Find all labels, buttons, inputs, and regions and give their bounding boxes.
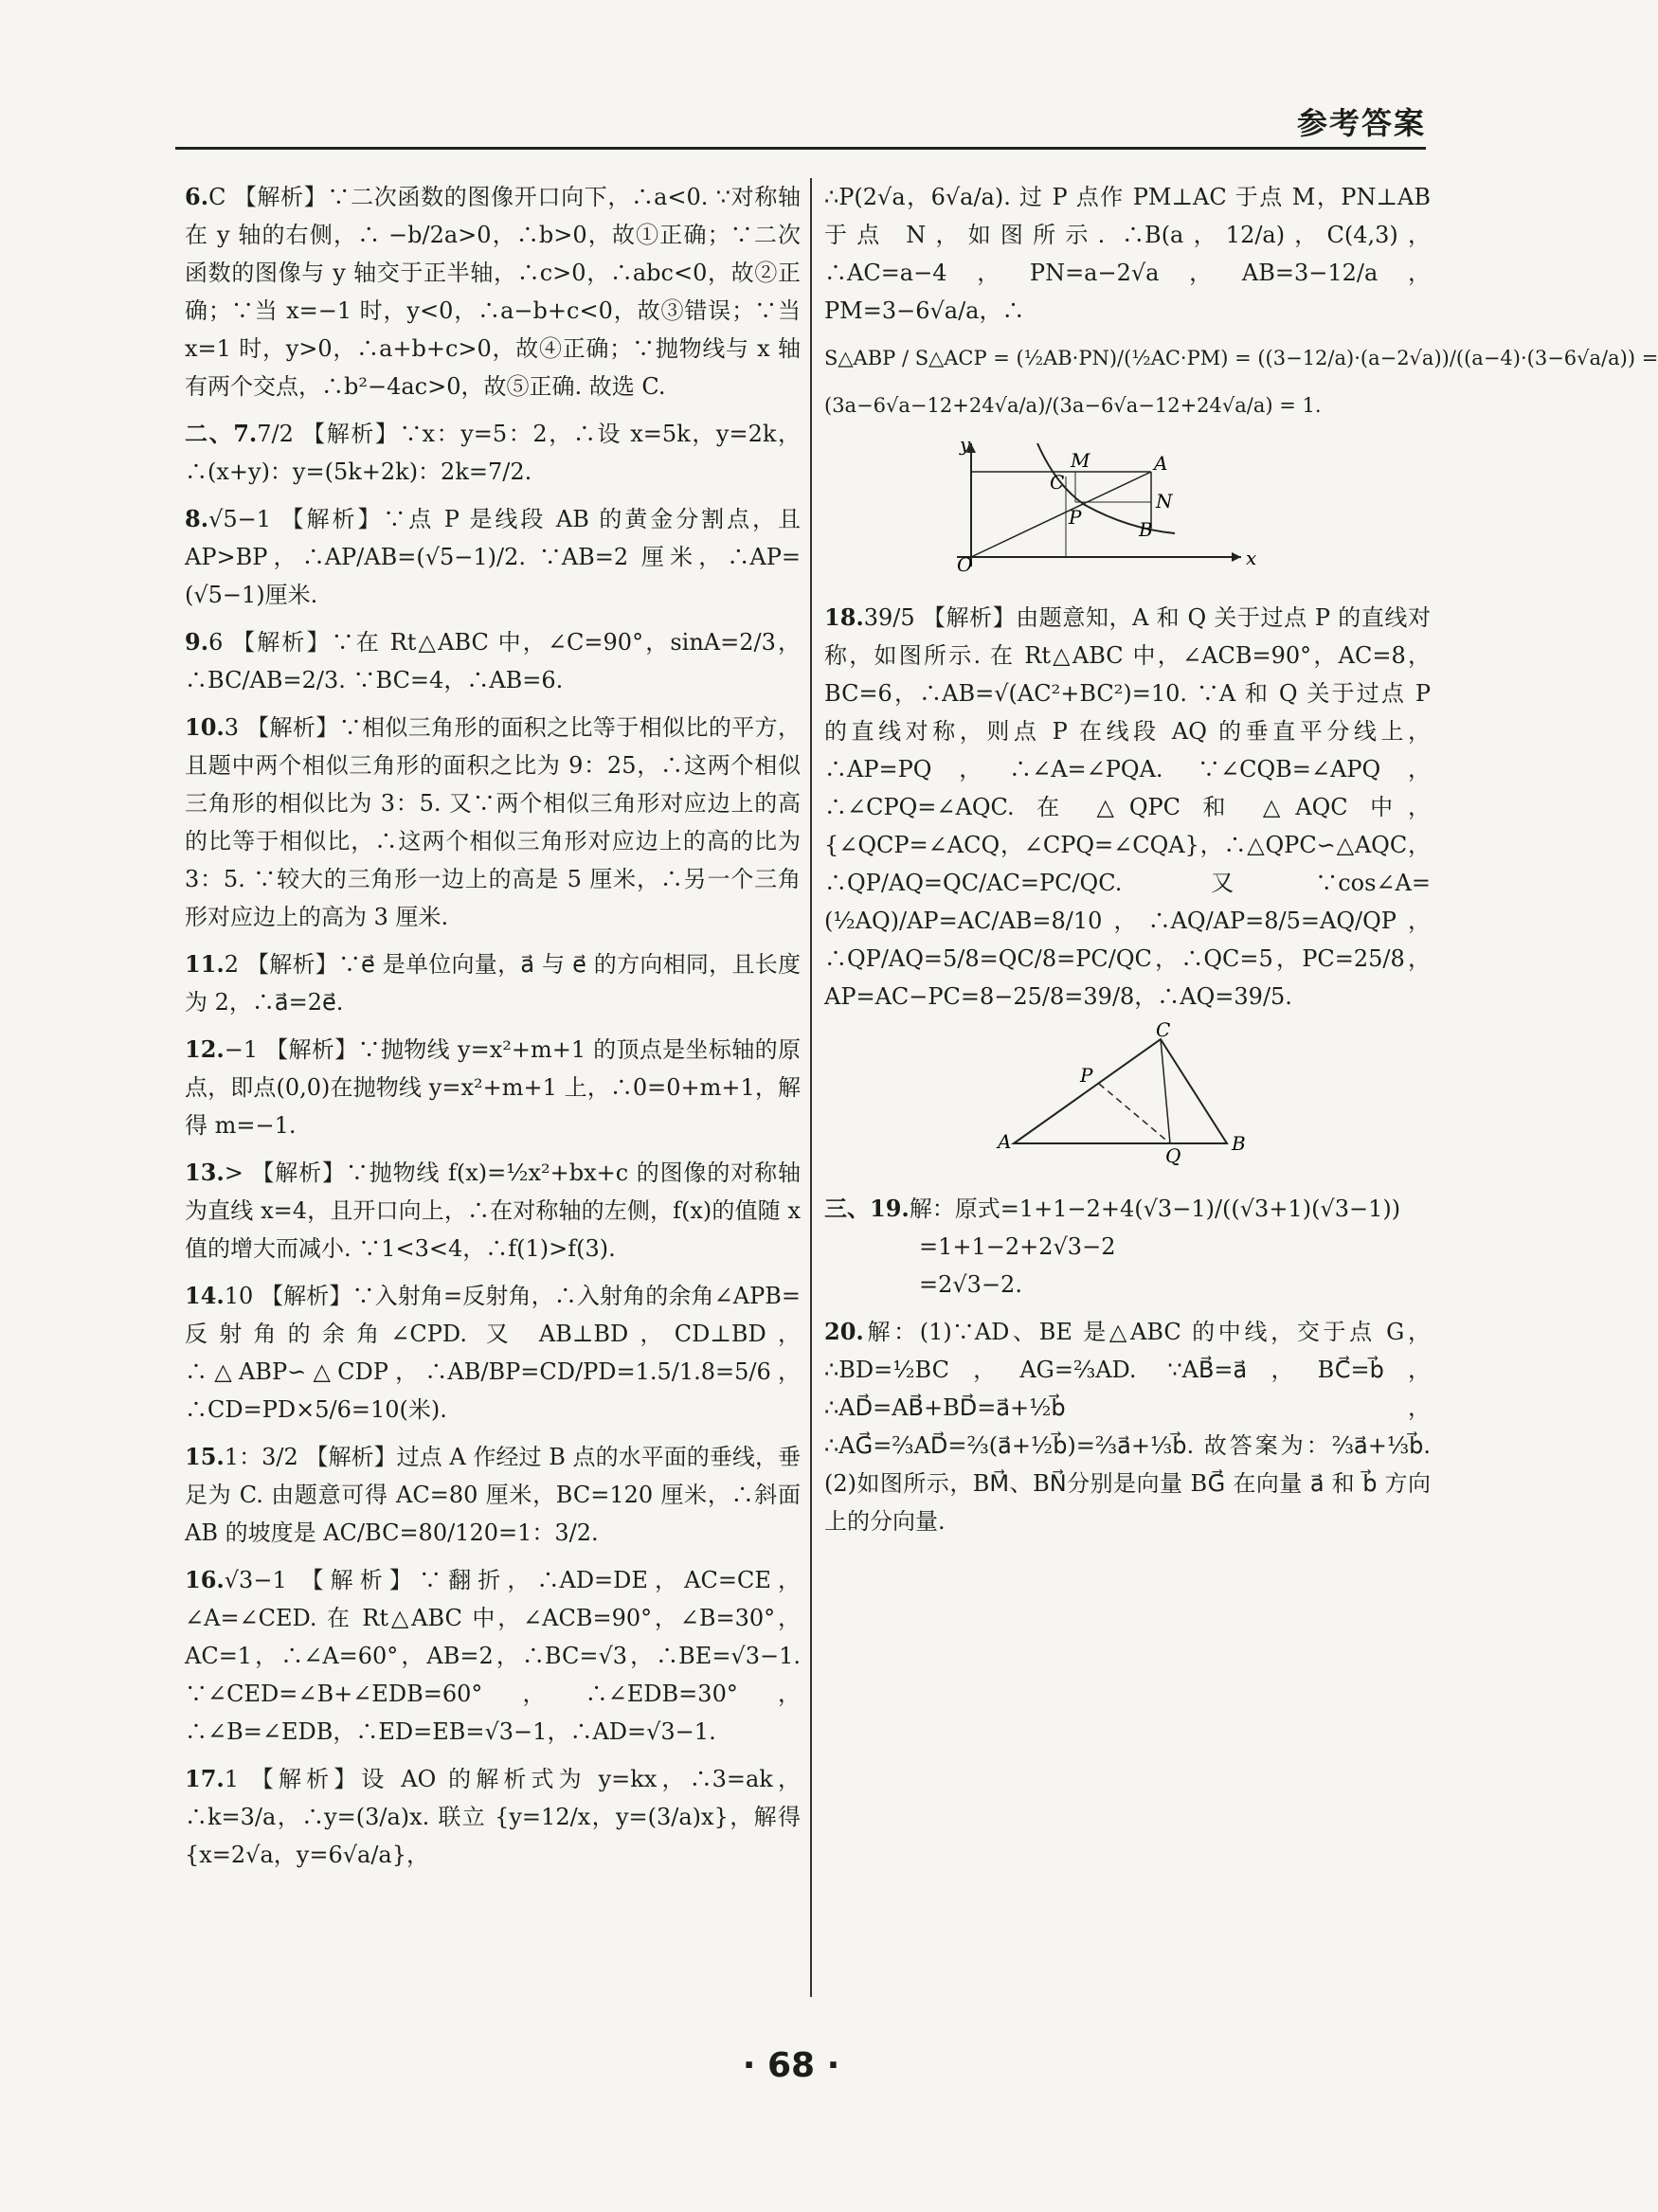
fig17-label-x: x: [1246, 547, 1257, 569]
fig18-label-p: P: [1080, 1064, 1093, 1087]
answer-item-6: 6.C 【解析】∵二次函数的图像开口向下，∴a<0. ∵对称轴在 y 轴的右侧，∴ −b/2a>0，∴b>0，故①正确；∵二次函数的图像与 y 轴交于正半轴，∴c>0，∴abc<0，故②正确；∵当 x=−1 时，y<0，∴a−b+c<0，故③错误；∵当 x=1 时，y>0，∴a+b+c>0，故④正确；∵抛物线与 x 轴有两个交点，∴b²−4ac>0，故⑤正确. 故选 C.: [185, 183, 801, 400]
page-number: · 68 ·: [742, 2046, 840, 2085]
answer-item-19: 三、19.解：原式=1+1−2+4(√3−1)/((√3+1)(√3−1)) =1+1−2+2√3−2 =2√3−2.: [824, 1195, 1401, 1298]
header-rule: [175, 147, 1426, 150]
answer-item-13: 13.> 【解析】∵抛物线 f(x)=½x²+bx+c 的图像的对称轴为直线 x=4，且开口向上，∴在对称轴的左侧，f(x)的值随 x 值的增大而减小. ∵1<3<4，∴f(1)>f(3).: [185, 1159, 801, 1262]
fig17-label-c: C: [1050, 471, 1065, 494]
fig18-label-q: Q: [1165, 1144, 1181, 1167]
fig17-label-p: P: [1069, 506, 1082, 529]
area-ratio-equation: S△ABP / S△ACP = (½AB·PN)/(½AC·PM) = ((3−12/a)·(a−2√a))/((a−4)·(3−6√a/a)) =: [824, 347, 1658, 369]
line-cq: [1161, 1039, 1170, 1143]
column-divider: [810, 178, 812, 1997]
triangle-abc: [1014, 1039, 1227, 1143]
figure-18-triangle: [824, 1018, 1431, 1178]
right-column: [824, 178, 1658, 1550]
x-axis-arrow: [1232, 552, 1241, 562]
fig18-label-a: A: [998, 1130, 1012, 1153]
fig17-label-b: B: [1139, 518, 1153, 541]
fig17-label-o: O: [957, 553, 973, 576]
answer-item-15: 15.1：3/2 【解析】过点 A 作经过 B 点的水平面的垂线，垂足为 C. 由题意可得 AC=80 厘米，BC=120 厘米，∴斜面 AB 的坡度是 AC/BC=80/120=1：3/2.: [185, 1443, 801, 1546]
line-pq: [1099, 1084, 1170, 1143]
answer-item-16: 16.√3−1 【解析】∵翻折，∴AD=DE，AC=CE，∠A=∠CED. 在 Rt△ABC 中，∠ACB=90°，∠B=30°，AC=1，∴∠A=60°，AB=2，∴BC=√3，∴BE=√3−1. ∵∠CED=∠B+∠EDB=60°，∴∠EDB=30°，∴∠B=∠EDB，∴ED=EB=√3−1，∴AD=√3−1.: [185, 1566, 801, 1745]
answer-item-12: 12.−1 【解析】∵抛物线 y=x²+m+1 的顶点是坐标轴的原点，即点(0,0)在抛物线 y=x²+m+1 上，∴0=0+m+1，解得 m=−1.: [185, 1035, 801, 1139]
answer-item-11: 11.2 【解析】∵e⃗ 是单位向量，a⃗ 与 e⃗ 的方向相同，且长度为 2，∴a⃗=2e⃗.: [185, 950, 801, 1016]
fig18-label-b: B: [1232, 1132, 1246, 1155]
answer-item-10: 10.3 【解析】∵相似三角形的面积之比等于相似比的平方，且题中两个相似三角形的面积之比为 9：25，∴这两个相似三角形的相似比为 3：5. 又∵两个相似三角形对应边上的高的比等于相似比，∴这两个相似三角形对应边上的高的比为 3：5. ∵较大的三角形一边上的高是 5 厘米，∴另一个三角形对应边上的高为 3 厘米.: [185, 713, 801, 930]
header-title: 参考答案: [1296, 105, 1426, 141]
fig17-label-y: y: [960, 433, 971, 456]
figure-17-graph: [824, 434, 1431, 587]
page-header: [175, 99, 1426, 147]
fig17-label-m: M: [1071, 449, 1090, 472]
fig17-label-n: N: [1156, 490, 1173, 513]
area-ratio-result: (3a−6√a−12+24√a/a)/(3a−6√a−12+24√a/a) = 1.: [824, 394, 1322, 417]
answer-17-continued: ∴P(2√a，6√a/a). 过 P 点作 PM⊥AC 于点 M，PN⊥AB 于点 N，如图所示. ∴B(a，12/a)，C(4,3)，∴AC=a−4，PN=a−2√a，AB=3−12/a，PM=3−6√a/a，∴: [824, 184, 1431, 324]
answer-item-14: 14.10 【解析】∵入射角=反射角，∴入射角的余角∠APB=反射角的余角∠CPD. 又 AB⊥BD，CD⊥BD，∴△ABP∽△CDP，∴AB/BP=CD/PD=1.5/1.8=5/6，∴CD=PD×5/6=10(米).: [185, 1282, 801, 1423]
answer-item-7: 二、7.7/2 【解析】∵x：y=5：2，∴设 x=5k，y=2k，∴(x+y)：y=(5k+2k)：2k=7/2.: [185, 420, 802, 485]
answer-item-17: 17.1 【解析】设 AO 的解析式为 y=kx，∴3=ak，∴k=3/a，∴y=(3/a)x. 联立 {y=12/x，y=(3/a)x}，解得 {x=2√a，y=6√a/a}，: [185, 1765, 801, 1868]
answer-item-20: 20.解：(1)∵AD、BE 是△ABC 的中线，交于点 G，∴BD=½BC，AG=⅔AD. ∵AB⃗=a⃗，BC⃗=b⃗，∴AD⃗=AB⃗+BD⃗=a⃗+½b⃗，∴AG⃗=⅔AD⃗=⅔(a⃗+½b⃗)=⅔a⃗+⅓b⃗. 故答案为：⅔a⃗+⅓b⃗. (2)如图所示，BM⃗、BN⃗分别是向量 BG⃗ 在向量 a⃗ 和 b⃗ 方向上的分向量.: [824, 1318, 1431, 1535]
answer-item-8: 8.√5−1 【解析】∵点 P 是线段 AB 的黄金分割点，且 AP>BP，∴AP/AB=(√5−1)/2. ∵AB=2 厘米，∴AP=(√5−1)厘米.: [185, 505, 801, 608]
left-column: [185, 178, 801, 1883]
answer-item-18: 18.39/5 【解析】由题意知，A 和 Q 关于过点 P 的直线对称，如图所示. 在 Rt△ABC 中，∠ACB=90°，AC=8，BC=6，∴AB=√(AC²+BC²)=10. ∵A 和 Q 关于过点 P 的直线对称，则点 P 在线段 AQ 的垂直平分线上，∴AP=PQ，∴∠A=∠PQA. ∵∠CQB=∠APQ，∴∠CPQ=∠AQC. 在 △QPC 和 △AQC 中，{∠QCP=∠ACQ，∠CPQ=∠CQA}，∴△QPC∽△AQC，∴QP/AQ=QC/AC=PC/QC. 又∵cos∠A=(½AQ)/AP=AC/AB=8/10，∴AQ/AP=8/5=AQ/QP，∴QP/AQ=5/8=QC/8=PC/QC，∴QC=5，PC=25/8，AP=AC−PC=8−25/8=39/8，∴AQ=39/5.: [824, 603, 1431, 1010]
fig17-label-a: A: [1154, 452, 1168, 475]
answer-item-9: 9.6 【解析】∵在 Rt△ABC 中，∠C=90°，sinA=2/3，∴BC/AB=2/3. ∵BC=4，∴AB=6.: [185, 628, 801, 693]
fig18-label-c: C: [1156, 1018, 1171, 1041]
